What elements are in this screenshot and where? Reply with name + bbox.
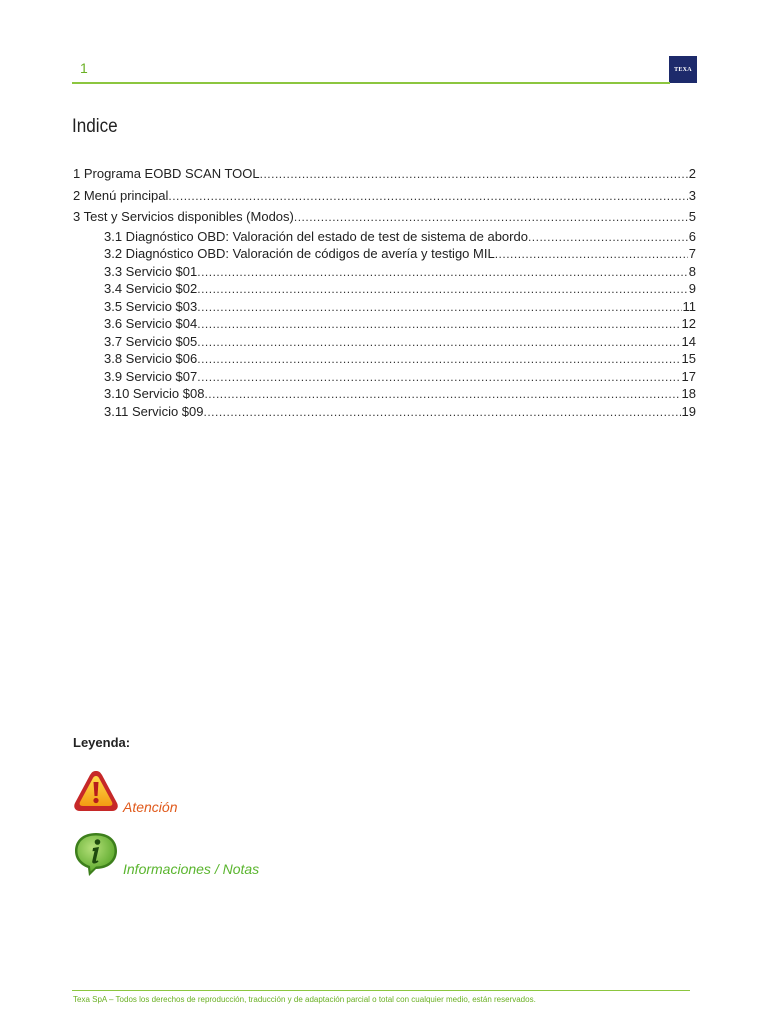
page-number: 1 [80,60,88,76]
toc-entry[interactable] [73,245,696,263]
toc-entry[interactable] [73,206,696,228]
toc-entry-page: 5 [688,209,696,224]
toc-leader-dots [260,164,688,185]
toc-leader-dots [528,229,688,246]
logo-text: TEXA [674,66,692,73]
legend-info [72,830,259,878]
warning-icon [72,768,120,816]
toc-entry[interactable] [73,228,696,246]
toc-entry-label: 3.7 Servicio $05 [104,333,198,349]
toc-leader-dots [197,264,688,281]
toc-entry[interactable] [73,350,696,368]
toc-entry-label: 3.8 Servicio $06 [104,351,198,366]
texa-logo [669,56,697,83]
footer-copyright: Texa SpA – Todos los derechos de reproducción, traducción y de adaptación parcial o total con cualquier medio, están reservados. [73,995,536,1004]
toc-entry[interactable] [73,368,696,386]
toc-leader-dots [168,186,687,207]
toc-leader-dots [197,334,680,351]
toc-leader-dots [197,369,680,386]
toc-entry-page: 9 [688,281,696,296]
toc-leader-dots [197,281,688,298]
toc-leader-dots [197,316,680,333]
toc-entry-label: 3.2 Diagnóstico OBD: Valoración de códigos de avería y testigo MIL [104,246,495,261]
toc-entry-label: 3.11 Servicio $09 [104,403,204,419]
toc-entry-page: 14 [681,333,696,349]
info-icon [72,830,120,878]
page-title: Indice [72,116,118,137]
toc-entry-label: 3 Test y Servicios disponibles (Modos) [73,209,294,224]
toc-entry-page: 15 [681,351,696,366]
toc-leader-dots [204,404,681,421]
header-divider [72,82,670,84]
toc-leader-dots [197,299,681,316]
toc-entry-label: 3.9 Servicio $07 [104,368,198,384]
toc-leader-dots [294,207,688,228]
toc-entry-page: 2 [688,166,696,181]
toc-entry-page: 17 [681,368,696,384]
toc-entry-page: 8 [688,263,696,279]
toc-entry[interactable] [73,315,696,333]
footer-divider [72,990,690,991]
toc-leader-dots [197,351,680,368]
toc-entry[interactable] [73,385,696,403]
legend-warning [72,768,177,816]
toc-entry-page: 19 [681,403,696,419]
toc-leader-dots [204,386,680,403]
toc-entry-page: 3 [688,187,696,203]
toc-entry-label: 3.1 Diagnóstico OBD: Valoración del estado de test de sistema de abordo [104,228,528,244]
legend-info-label: Informaciones / Notas [123,861,260,877]
toc-entry-label: 2 Menú principal [73,187,169,203]
toc-entry-label: 3.6 Servicio $04 [104,316,198,331]
toc-entry-label: 3.4 Servicio $02 [104,281,198,296]
toc-entry-page: 7 [688,246,696,261]
toc-entry-page: 18 [681,386,696,401]
toc-entry[interactable] [73,163,696,185]
toc-entry-label: 3.10 Servicio $08 [104,386,205,401]
toc-entry-label: 3.5 Servicio $03 [104,298,198,314]
toc-entry[interactable] [73,333,696,351]
toc-entry-label: 3.3 Servicio $01 [104,263,198,279]
table-of-contents [73,163,696,420]
legend-warning-label: Atención [123,799,178,815]
toc-entry-page: 6 [688,228,696,244]
toc-entry-label: 1 Programa EOBD SCAN TOOL [73,166,260,181]
toc-entry-page: 12 [681,316,696,331]
toc-entry[interactable] [73,298,696,316]
toc-entry[interactable] [73,280,696,298]
toc-entry[interactable] [73,185,696,207]
toc-leader-dots [495,246,688,263]
toc-entry-page: 11 [682,298,696,314]
toc-entry[interactable] [73,263,696,281]
legend-title: Leyenda: [73,735,131,750]
toc-entry[interactable] [73,403,696,421]
